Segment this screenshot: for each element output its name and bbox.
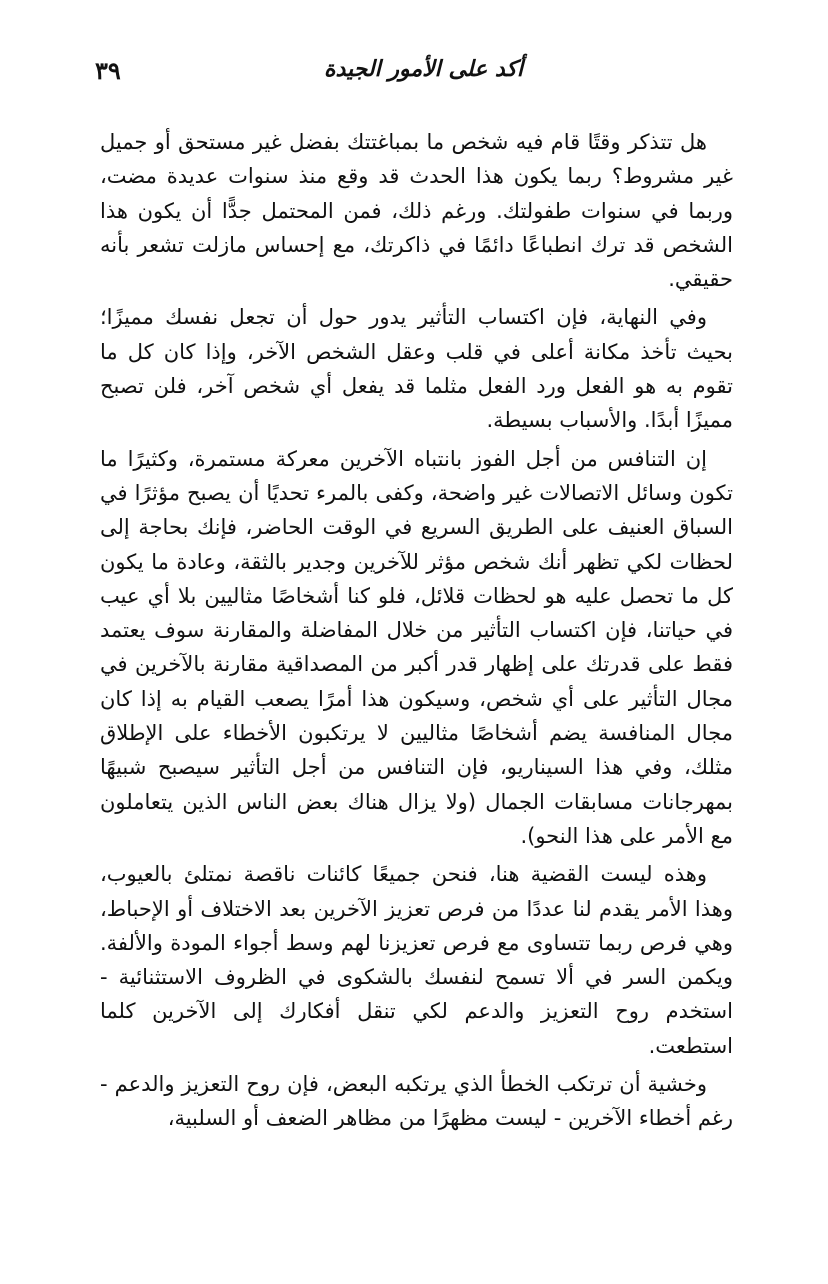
running-title: أكد على الأمور الجيدة bbox=[323, 56, 523, 82]
body-text bbox=[100, 125, 733, 1136]
page-number: ٣٩ bbox=[95, 56, 121, 85]
paragraph: إن التنافس من أجل الفوز بانتباه الآخرين معركة مستمرة، وكثيرًا ما تكون وسائل الاتصالات غير واضحة، وكفى بالمرء تحديًا أن يصبح مؤثرًا في السباق العنيف على الطريق السريع في الوقت الحاضر، فإنك بحاجة إلى لحظات لكي تظهر أنك شخص مؤثر للآخرين وجدير بالثقة، وعادة ما يكون كل ما تحصل عليه هو لحظات قلائل، فلو كنا أشخاصًا مثاليين بلا أي عيب في حياتنا، فإن اكتساب التأثير من خلال المفاضلة والمقارنة سوف يعتمد فقط على قدرتك على إظهار قدر أكبر من المصداقية مقارنة بالآخرين في مجال التأثير على أي شخص، وسيكون هذا أمرًا يصعب القيام به إذا كان مجال المنافسة يضم أشخاصًا مثاليين لا يرتكبون الأخطاء على الإطلاق مثلك، وفي هذا السيناريو، فإن التنافس من أجل التأثير سيصبح شبيهًا بمهرجانات مسابقات الجمال (ولا يزال هناك بعض الناس الذين يتعاملون مع الأمر على هذا النحو). bbox=[100, 446, 733, 848]
page-header bbox=[95, 52, 733, 92]
paragraph: هل تتذكر وقتًا قام فيه شخص ما بمباغتتك بفضل غير مستحق أو جميل غير مشروط؟ ربما يكون هذا الحدث قد وقع منذ سنوات عديدة مضت، وربما في سنوات طفولتك. ورغم ذلك، فمن المحتمل جدًّا أن يكون هذا الشخص قد ترك انطباعًا دائمًا في ذاكرتك، مع إحساس مازلت تشعر بأنه حقيقي. bbox=[100, 130, 733, 292]
paragraph: وهذه ليست القضية هنا، فنحن جميعًا كائنات ناقصة نمتلئ بالعيوب، وهذا الأمر يقدم لنا عددًا من فرص تعزيز الآخرين بعد الاختلاف أو الإحباط، وهي فرص ربما تتساوى مع فرص تعزيزنا لهم وسط أجواء المودة والألفة. ويكمن السر في ألا تسمح لنفسك بالشكوى في الظروف الاستثنائية - استخدم روح التعزيز والدعم لكي تنقل أفكارك إلى الآخرين كلما استطعت. bbox=[100, 862, 733, 1058]
paragraph: وخشية أن ترتكب الخطأ الذي يرتكبه البعض، فإن روح التعزيز والدعم - رغم أخطاء الآخرين - ليست مظهرًا من مظاهر الضعف أو السلبية، bbox=[100, 1072, 733, 1131]
paragraph: وفي النهاية، فإن اكتساب التأثير يدور حول أن تجعل نفسك مميزًا؛ بحيث تأخذ مكانة أعلى في قلب وعقل الشخص الآخر، وإذا كان كل ما تقوم به هو الفعل ورد الفعل مثلما قد يفعل أي شخص آخر، فلن تصبح مميزًا أبدًا. والأسباب بسيطة. bbox=[100, 305, 733, 433]
